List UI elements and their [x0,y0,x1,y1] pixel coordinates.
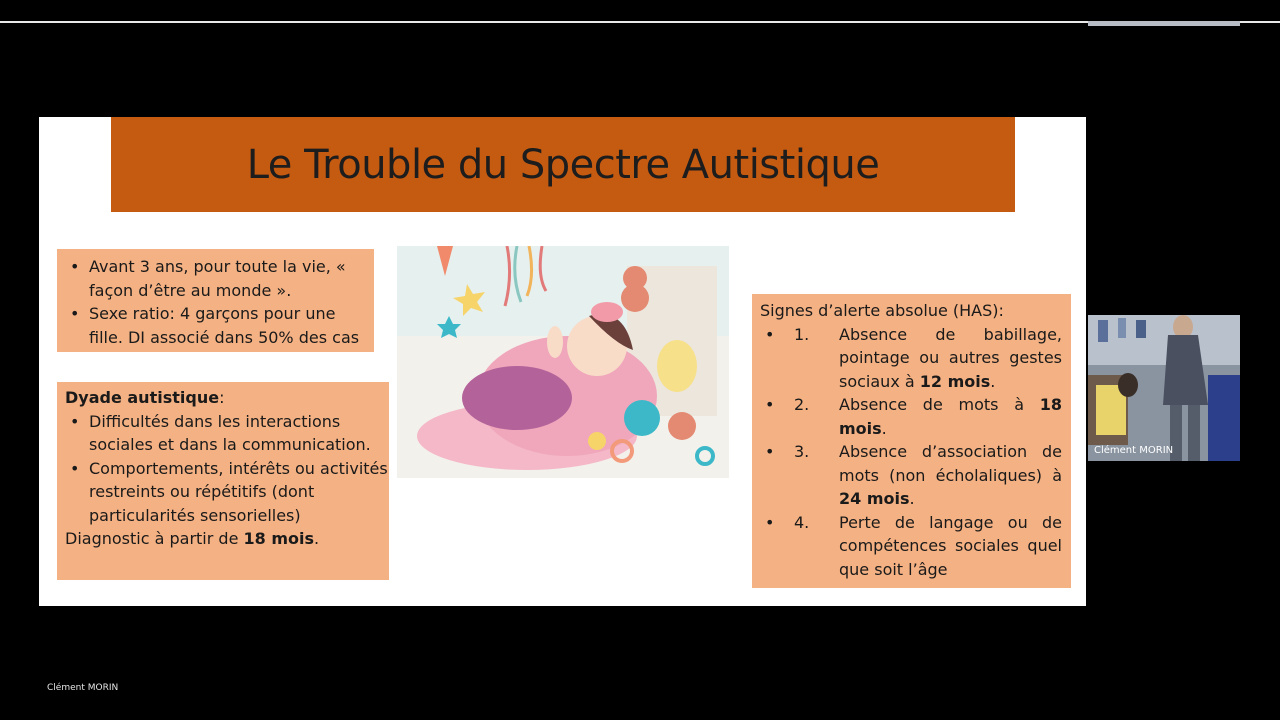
video-feed [1088,315,1240,461]
slide-title: Le Trouble du Spectre Autistique [246,141,880,188]
participant-video-tile[interactable] [1088,315,1240,461]
diagnostic-line: Diagnostic à partir de 18 mois. [65,529,320,548]
list-item: • 1. Absence de babillage, pointage ou autres gestes sociaux à 12 mois. [760,323,1062,394]
alert-heading: Signes d’alerte absolue (HAS): [760,301,1004,320]
list-item: • 4. Perte de langage ou de compétences sociales quel que soit l’âge [760,511,1062,582]
list-item: • Comportements, intérêts ou activités restreints ou répétitifs (dont particularités sensorielles) [65,457,389,528]
title-band [111,117,1015,212]
dyade-box [57,382,389,580]
list-item: • Avant 3 ans, pour toute la vie, « façon d’être au monde ». [65,255,374,302]
list-item: • 3. Absence d’association de mots (non écholaliques) à 24 mois. [760,440,1062,511]
dyade-heading: Dyade autistique: [65,388,225,407]
intro-box [57,249,374,352]
presentation-slide [39,117,1086,606]
alert-signs-box [752,294,1071,588]
top-divider-highlight [1088,21,1240,26]
speaker-name-label: Clément MORIN [47,683,119,693]
list-item: • Sexe ratio: 4 garçons pour une fille. DI associé dans 50% des cas [65,302,374,349]
list-item: • 2. Absence de mots à 18 mois. [760,393,1062,440]
baby-illustration [397,246,729,478]
list-item: • Difficultés dans les interactions sociales et dans la communication. [65,410,389,457]
participant-name: Clément MORIN [1094,445,1174,456]
